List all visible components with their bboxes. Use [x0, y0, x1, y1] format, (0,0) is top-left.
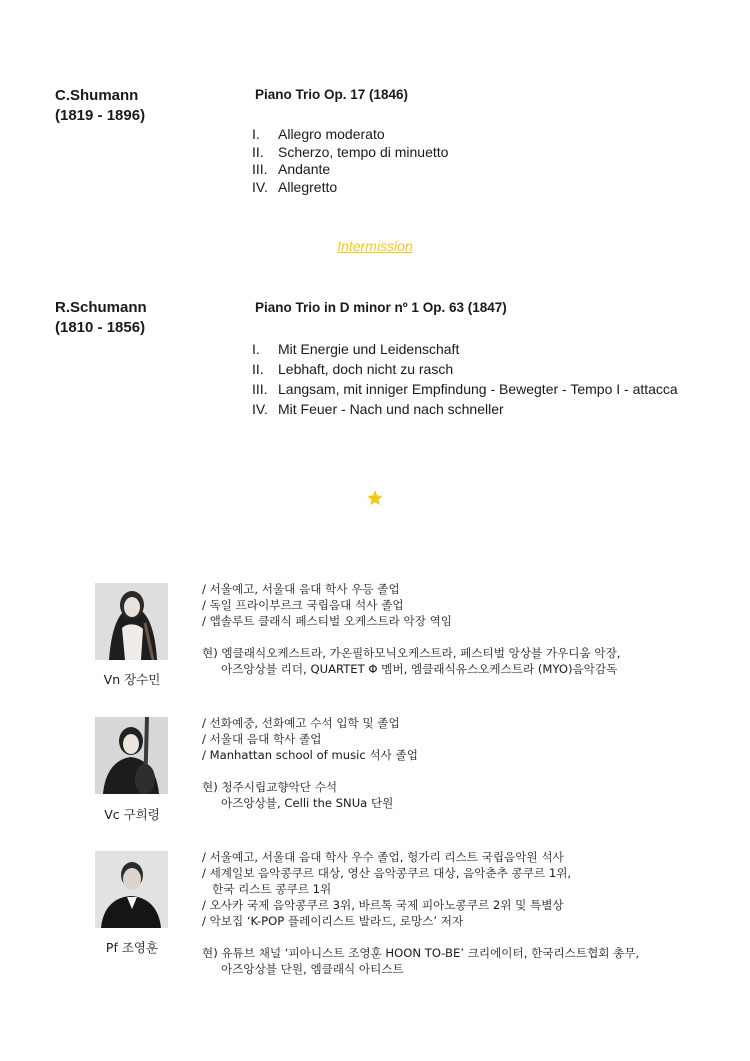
bio-line: / 선화예중, 선화예고 수석 입학 및 졸업	[202, 716, 400, 730]
movement-item	[252, 339, 678, 359]
movement-title: Allegretto	[278, 178, 338, 195]
composer-1	[55, 86, 145, 126]
performer-photo-cello	[95, 717, 168, 794]
bio-line: / 오사카 국제 음악콩쿠르 3위, 바르톡 국제 피아노콩쿠르 2위 및 특별상	[202, 898, 564, 912]
movement-item	[252, 399, 678, 419]
bio-line: 현) 청주시립교향악단 수석	[202, 780, 338, 794]
bio-line: / 서울예고, 서울대 음대 학사 우등 졸업	[202, 582, 400, 596]
movement-list	[252, 126, 448, 196]
movement-item	[252, 144, 448, 162]
bio-line: 한국 리스트 콩쿠르 1위	[212, 882, 332, 896]
movement-title: Lebhaft, doch nicht zu rasch	[278, 361, 454, 377]
bio-line-spacer	[202, 763, 418, 779]
movement-title: Andante	[278, 161, 331, 177]
movement-number: III.	[252, 161, 268, 177]
bio-line: / Manhattan school of music 석사 졸업	[202, 748, 418, 762]
work-title: Piano Trio in D minor nº 1 Op. 63 (1847)	[255, 300, 507, 315]
movement-number: IV.	[252, 178, 268, 195]
performer-bio	[202, 581, 620, 677]
bio-line: 아즈앙상블 단원, 엠클래식 아티스트	[221, 962, 404, 976]
bio-line: / 악보집 ‘K-POP 플레이리스트 발라드, 로망스’ 저자	[202, 914, 464, 928]
movement-item	[252, 379, 678, 399]
star-icon	[366, 489, 384, 507]
bio-line: 아즈앙상블 리더, QUARTET Φ 멤버, 엠클래식유스오케스트라 (MYO)음악감독	[221, 662, 618, 676]
bio-line: / 서울예고, 서울대 음대 학사 우수 졸업, 헝가리 리스트 국립음악원 석사	[202, 850, 564, 864]
movement-number: IV.	[252, 401, 268, 417]
performer-photo-piano	[95, 851, 168, 928]
movement-number: II.	[252, 361, 264, 377]
movement-item	[252, 359, 678, 379]
bio-line: / 독일 프라이부르크 국립음대 석사 졸업	[202, 598, 404, 612]
performer-bio	[202, 849, 639, 977]
movement-number: I.	[252, 341, 260, 357]
composer-dates: (1819 - 1896)	[55, 107, 146, 124]
movement-number: I.	[252, 126, 260, 142]
composer-name: R.Schumann	[55, 299, 147, 316]
bio-line: 아즈앙상블, Celli the SNUa 단원	[221, 796, 394, 810]
performer-photo-violin	[95, 583, 168, 660]
bio-line: / 앱솔루트 클래식 페스티벌 오케스트라 악장 역임	[202, 614, 453, 628]
performer-name: Vn 장수민	[103, 672, 161, 687]
performer-name: Vc 구희령	[104, 807, 160, 822]
bio-line: 현) 유튜브 채널 ‘피아니스트 조영훈 HOON TO-BE’ 크리에이터, 한국리스트협회 총무,	[202, 946, 640, 960]
composer-2	[55, 298, 147, 338]
movement-item	[252, 161, 448, 179]
movement-item	[252, 179, 448, 197]
movement-item	[252, 126, 448, 144]
bio-line: 현) 엠클래식오케스트라, 가온필하모닉오케스트라, 페스티벌 앙상블 가우디움 악장,	[202, 646, 621, 660]
movement-title: Allegro moderato	[278, 126, 385, 142]
bio-line-spacer	[202, 629, 620, 645]
movement-title: Langsam, mit inniger Empfindung - Bewegter - Tempo I - attacca	[278, 381, 678, 397]
bio-line: / 세계일보 음악콩쿠르 대상, 영산 음악콩쿠르 대상, 음악춘추 콩쿠르 1위,	[202, 866, 572, 880]
composer-name: C.Shumann	[55, 87, 139, 104]
movement-list	[252, 339, 678, 419]
work-title: Piano Trio Op. 17 (1846)	[255, 87, 409, 102]
intermission-label: Intermission	[337, 238, 413, 254]
movement-title: Mit Feuer - Nach und nach schneller	[278, 401, 504, 417]
movement-title: Mit Energie und Leidenschaft	[278, 341, 460, 357]
bio-line: / 서울대 음대 학사 졸업	[202, 732, 322, 746]
movement-number: II.	[252, 143, 264, 160]
performer-bio	[202, 715, 418, 811]
composer-dates: (1810 - 1856)	[55, 319, 146, 336]
movement-number: III.	[252, 381, 268, 397]
performer-name: Pf 조영훈	[105, 940, 159, 955]
bio-line-spacer	[202, 929, 639, 945]
movement-title: Scherzo, tempo di minuetto	[278, 143, 449, 160]
